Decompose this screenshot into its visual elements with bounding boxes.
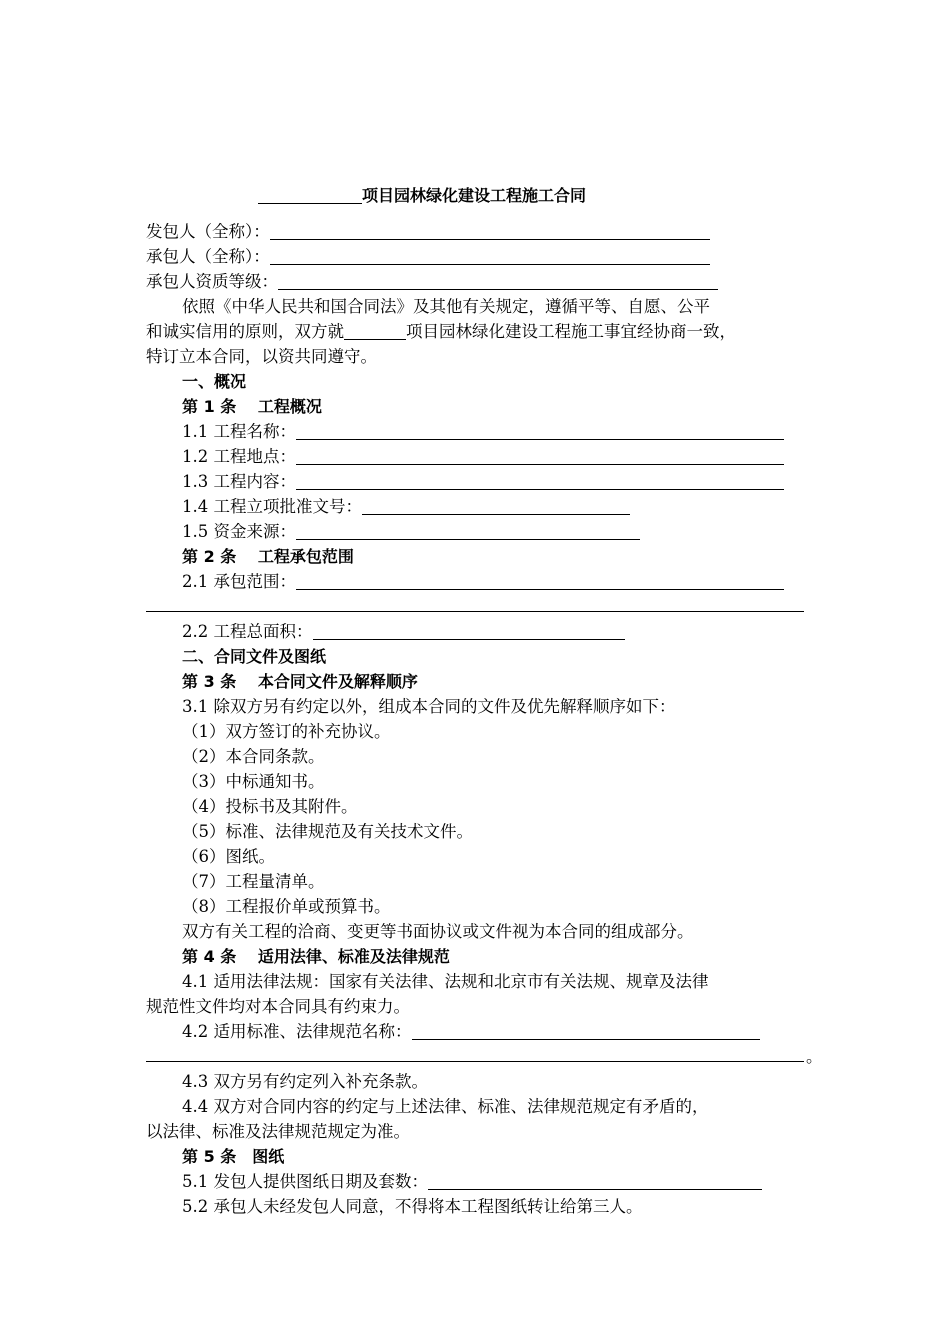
item-4-2-label: 4.2 适用标准、法律规范名称： bbox=[182, 1022, 412, 1041]
list-item: （7）工程量清单。 bbox=[182, 872, 325, 891]
intro-line-3: 特订立本合同，以资共同遵守。 bbox=[146, 347, 377, 366]
list-item: （6）图纸。 bbox=[182, 847, 275, 866]
item-1-1-blank bbox=[296, 422, 784, 440]
item-2-2-blank bbox=[313, 622, 625, 640]
intro-text-a: 和诚实信用的原则，双方就 bbox=[146, 322, 344, 341]
item-5-2: 5.2 承包人未经发包人同意，不得将本工程图纸转让给第三人。 bbox=[182, 1197, 643, 1216]
party-b-label: 承包人（全称）： bbox=[146, 247, 270, 266]
intro-line-1: 依照《中华人民共和国合同法》及其他有关规定，遵循平等、自愿、公平 bbox=[182, 297, 710, 316]
article-1-heading: 第 1 条 工程概况 bbox=[182, 397, 322, 416]
party-b-grade-label: 承包人资质等级： bbox=[146, 272, 278, 291]
item-4-3: 4.3 双方另有约定列入补充条款。 bbox=[182, 1072, 428, 1091]
item-2-1 bbox=[182, 570, 784, 594]
document-title bbox=[258, 184, 586, 208]
item-4-2-period: 。 bbox=[806, 1047, 823, 1066]
intro-line-2 bbox=[146, 320, 736, 344]
item-3-1: 3.1 除双方另有约定以外，组成本合同的文件及优先解释顺序如下： bbox=[182, 697, 676, 716]
list-item: （3）中标通知书。 bbox=[182, 772, 325, 791]
item-1-2-label: 1.2 工程地点： bbox=[182, 447, 296, 466]
article-2-heading: 第 2 条 工程承包范围 bbox=[182, 547, 354, 566]
party-b-grade-blank bbox=[278, 272, 718, 290]
party-b-line bbox=[146, 245, 710, 269]
item-1-1 bbox=[182, 420, 784, 444]
item-1-4-label: 1.4 工程立项批准文号： bbox=[182, 497, 362, 516]
item-4-2-blank bbox=[412, 1022, 760, 1040]
intro-text-b: 项目园林绿化建设工程施工事宜经协商一致， bbox=[406, 322, 736, 341]
article-4-heading: 第 4 条 适用法律、标准及法律规范 bbox=[182, 947, 450, 966]
list-item: （5）标准、法律规范及有关技术文件。 bbox=[182, 822, 473, 841]
intro-project-blank bbox=[344, 322, 406, 340]
item-4-4-line-2: 以法律、标准及法律规范规定为准。 bbox=[146, 1122, 410, 1141]
party-a-line bbox=[146, 220, 710, 244]
item-2-1-continuation-blank bbox=[146, 611, 804, 612]
item-1-4 bbox=[182, 495, 630, 519]
list-item: （1）双方签订的补充协议。 bbox=[182, 722, 391, 741]
item-5-1-blank bbox=[428, 1172, 762, 1190]
item-1-5 bbox=[182, 520, 640, 544]
party-b-grade-line bbox=[146, 270, 718, 294]
item-5-1 bbox=[182, 1170, 762, 1194]
item-1-2-blank bbox=[296, 447, 784, 465]
party-a-label: 发包人（全称）： bbox=[146, 222, 270, 241]
item-5-1-label: 5.1 发包人提供图纸日期及套数： bbox=[182, 1172, 428, 1191]
article-3-note: 双方有关工程的洽商、变更等书面协议或文件视为本合同的组成部分。 bbox=[182, 922, 694, 941]
item-2-1-label: 2.1 承包范围： bbox=[182, 572, 296, 591]
project-name-blank bbox=[258, 186, 362, 204]
list-item: （4）投标书及其附件。 bbox=[182, 797, 358, 816]
section-1-heading: 一、概况 bbox=[182, 372, 247, 391]
item-1-5-blank bbox=[296, 522, 640, 540]
item-1-4-blank bbox=[362, 497, 630, 515]
item-2-2 bbox=[182, 620, 625, 644]
article-3-heading: 第 3 条 本合同文件及解释顺序 bbox=[182, 672, 418, 691]
item-1-3 bbox=[182, 470, 784, 494]
list-item: （8）工程报价单或预算书。 bbox=[182, 897, 391, 916]
party-b-blank bbox=[270, 247, 710, 265]
item-4-4-line-1: 4.4 双方对合同内容的约定与上述法律、标准、法律规范规定有矛盾的， bbox=[182, 1097, 709, 1116]
item-1-2 bbox=[182, 445, 784, 469]
section-2-heading: 二、合同文件及图纸 bbox=[182, 647, 327, 666]
item-1-5-label: 1.5 资金来源： bbox=[182, 522, 296, 541]
item-1-3-label: 1.3 工程内容： bbox=[182, 472, 296, 491]
title-text: 项目园林绿化建设工程施工合同 bbox=[362, 186, 587, 205]
list-item: （2）本合同条款。 bbox=[182, 747, 325, 766]
item-2-2-label: 2.2 工程总面积： bbox=[182, 622, 313, 641]
party-a-blank bbox=[270, 222, 710, 240]
item-4-1-line-1: 4.1 适用法律法规：国家有关法律、法规和北京市有关法规、规章及法律 bbox=[182, 972, 709, 991]
item-2-1-blank bbox=[296, 572, 784, 590]
item-1-3-blank bbox=[296, 472, 784, 490]
item-4-2 bbox=[182, 1020, 760, 1044]
item-4-1-line-2: 规范性文件均对本合同具有约束力。 bbox=[146, 997, 410, 1016]
item-4-2-continuation-blank bbox=[146, 1061, 804, 1062]
item-1-1-label: 1.1 工程名称： bbox=[182, 422, 296, 441]
article-5-heading: 第 5 条 图纸 bbox=[182, 1147, 285, 1166]
